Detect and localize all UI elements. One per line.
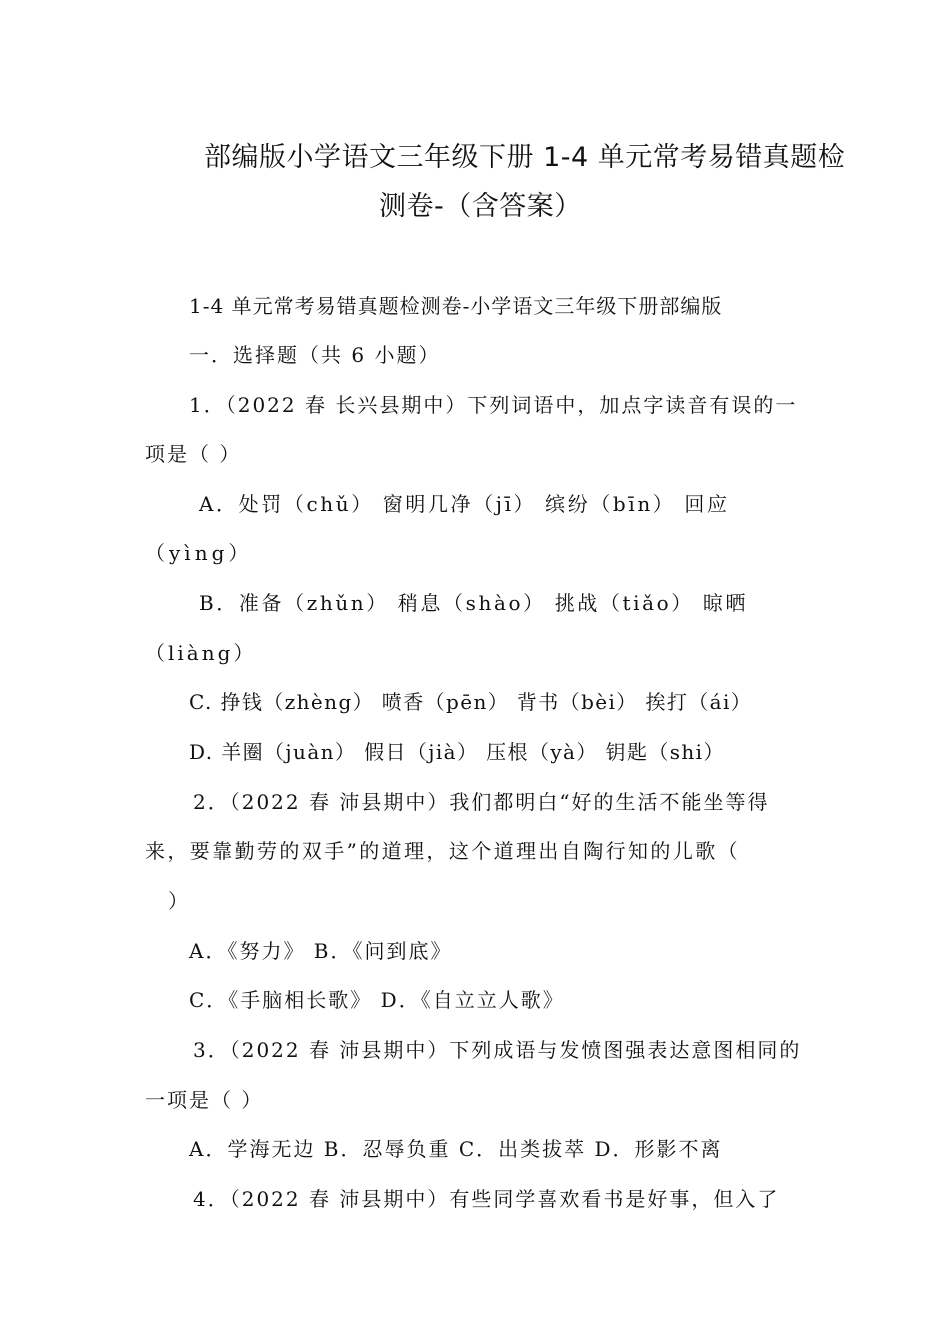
section-heading: 一．选择题（共 6 小题）	[189, 343, 441, 367]
document-subtitle: 1-4 单元常考易错真题检测卷-小学语文三年级下册部编版	[189, 294, 723, 318]
question-1-option-c: C. 挣钱（zhèng） 喷香（pēn） 背书（bèi） 挨打（ái）	[189, 690, 753, 714]
question-2-options-ab: A．《努力》 B．《问到底》	[189, 939, 453, 963]
question-1-option-b: B．准备（zhǔn） 稍息（shào） 挑战（tiǎo） 晾晒	[199, 591, 749, 615]
question-1-option-a-continued: （yìng）	[145, 541, 253, 565]
question-1-option-a: A．处罚（chǔ） 窗明几净（jī） 缤纷（bīn） 回应	[199, 492, 730, 516]
document-title-line-1: 部编版小学语文三年级下册 1-4 单元常考易错真题检	[204, 142, 846, 173]
question-3-stem: 3．（2022 春 沛县期中）下列成语与发愤图强表达意图相同的	[193, 1038, 802, 1062]
question-2-stem-end: ）	[168, 889, 190, 913]
document-title-line-2: 测卷-（含答案）	[379, 191, 582, 222]
question-1-stem-continued: 项是（ ）	[145, 442, 242, 466]
question-2-stem: 2．（2022 春 沛县期中）我们都明白“好的生活不能坐等得	[193, 790, 770, 814]
question-2-stem-continued: 来，要靠勤劳的双手”的道理，这个道理出自陶行知的儿歌（	[145, 839, 741, 863]
question-3-options: A．学海无边 B．忍辱负重 C．出类拔萃 D．形影不离	[189, 1137, 723, 1161]
question-1-option-b-continued: （liàng）	[145, 641, 257, 665]
question-1-option-d: D. 羊圈（juàn） 假日（jià） 压根（yà） 钥匙（shi）	[189, 740, 725, 764]
question-1-stem: 1．（2022 春 长兴县期中）下列词语中，加点字读音有误的一	[189, 393, 798, 417]
question-3-stem-continued: 一项是（ ）	[145, 1088, 264, 1112]
question-2-options-cd: C．《手脑相长歌》 D．《自立立人歌》	[189, 988, 565, 1012]
question-4-stem: 4．（2022 春 沛县期中）有些同学喜欢看书是好事，但入了	[193, 1187, 780, 1211]
